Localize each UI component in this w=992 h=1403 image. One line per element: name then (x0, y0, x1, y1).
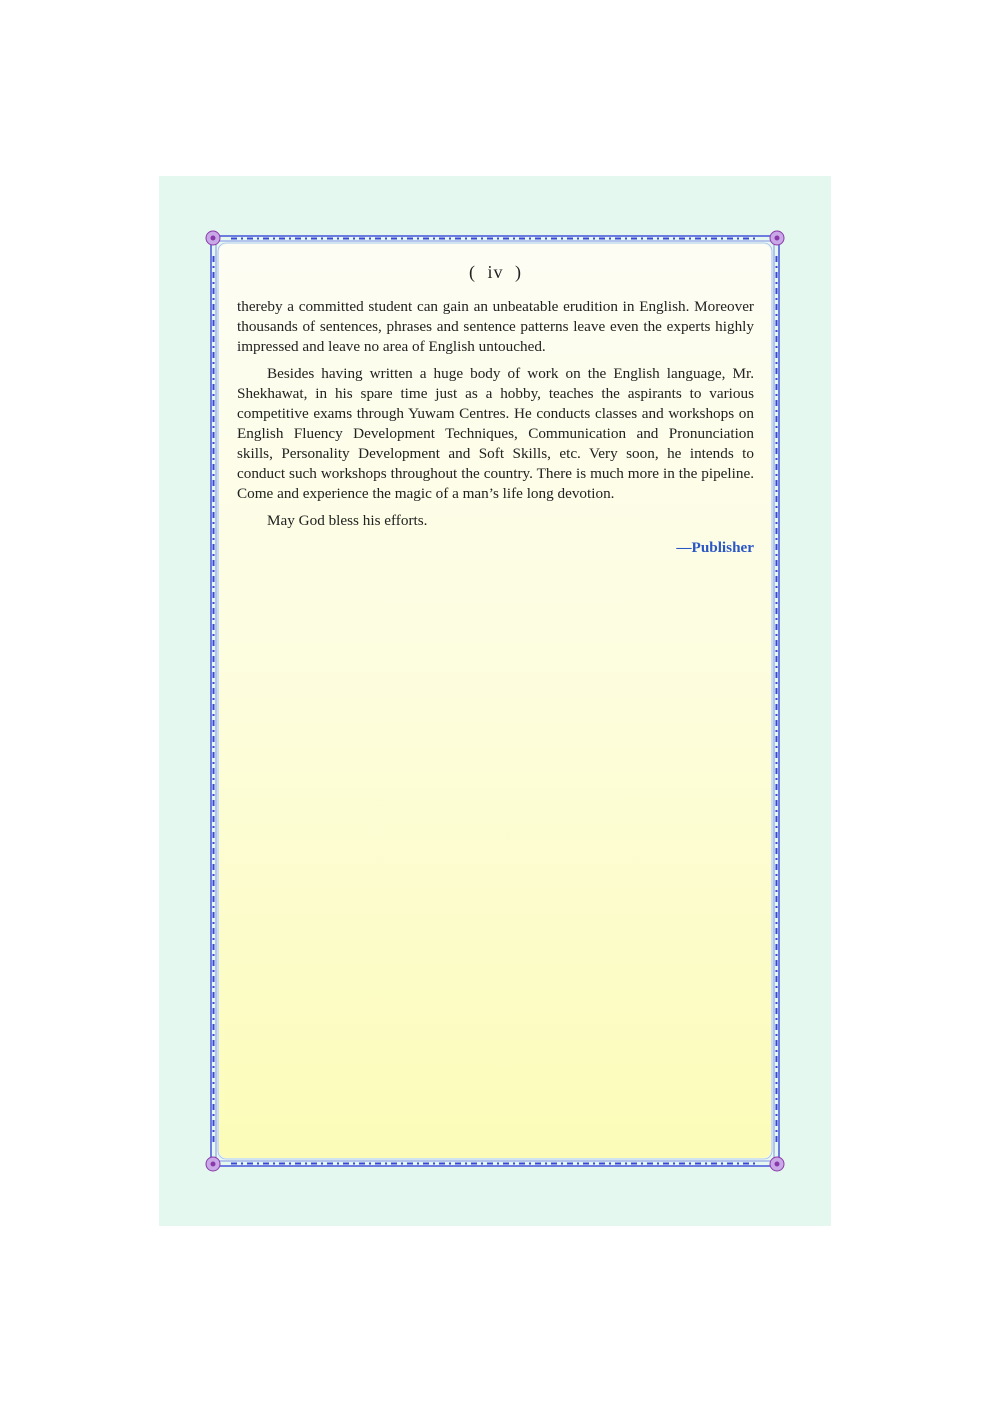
page-content (237, 262, 754, 558)
paragraph-3: May God bless his efforts. (267, 512, 428, 529)
paragraph-2: Besides having written a huge body of work on the English language, Mr. Shekhawat, in his spare time just as a hobby, teaches the aspirants to various competitive exams through Yuwam Centres. He conducts classes and workshops on English Fluency Development Techniques, Communication and Pronunciation skills, Personality Development and Soft Skills, etc. Very soon, he intends to conduct such workshops throughout the country. There is much more in the pipeline. Come and experience the magic of a man’s life long devotion. (237, 365, 754, 502)
signature: —Publisher (676, 539, 754, 556)
paragraph-1: thereby a committed student can gain an unbeatable erudition in English. Moreover thousands of sentences, phrases and sentence patterns leave even the experts highly impressed and leave no area of English untouched. (237, 298, 754, 355)
page-number: ( iv ) (469, 262, 522, 282)
